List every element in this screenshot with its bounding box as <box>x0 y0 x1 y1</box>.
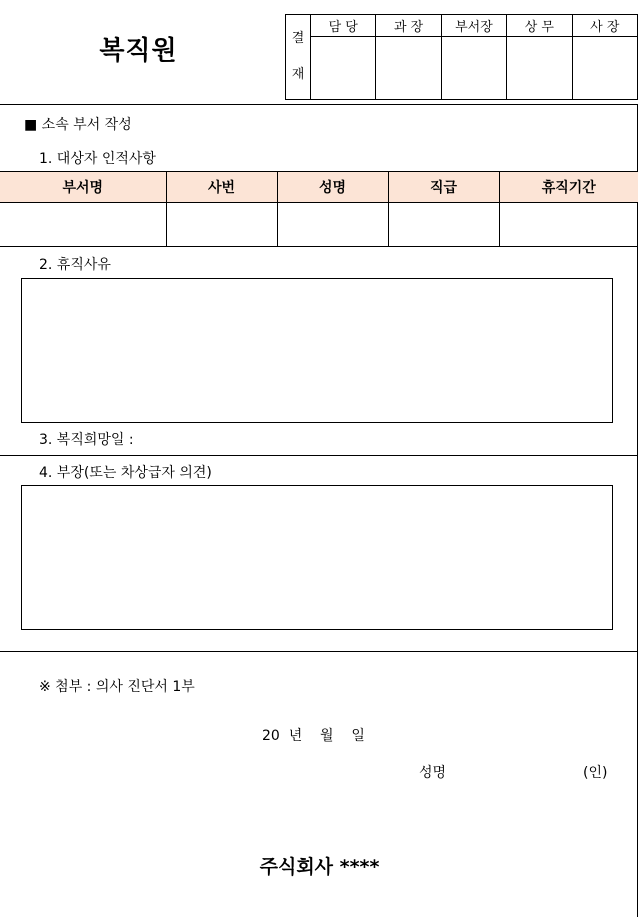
approval-sign-department-head[interactable] <box>441 37 506 100</box>
divider <box>0 651 638 652</box>
section2-title: 2. 휴직사유 <box>39 257 111 273</box>
attachment-note: ※ 첨부 : 의사 진단서 1부 <box>39 679 195 695</box>
section3-title: 3. 복직희망일 : <box>39 432 134 448</box>
approval-header-president: 사 장 <box>572 15 637 37</box>
approval-label <box>286 15 311 100</box>
approval-label-top: 결 <box>291 31 305 46</box>
approval-header-managing-director: 상 무 <box>507 15 572 37</box>
approval-label-bottom: 재 <box>291 67 305 82</box>
employee-id-cell[interactable] <box>166 203 277 247</box>
column-header-department: 부서명 <box>0 172 166 203</box>
approval-sign-staff[interactable] <box>311 37 376 100</box>
approval-table <box>285 14 638 100</box>
leave-period-cell[interactable] <box>499 203 638 247</box>
manager-opinion-box[interactable] <box>21 485 613 630</box>
approval-sign-president[interactable] <box>572 37 637 100</box>
column-header-leave-period: 휴직기간 <box>499 172 638 203</box>
column-header-employee-id: 사번 <box>166 172 277 203</box>
document-title: 복직원 <box>99 36 178 66</box>
signature-name-label: 성명 <box>419 765 447 781</box>
column-header-position: 직급 <box>388 172 499 203</box>
approval-header-section-chief: 과 장 <box>376 15 441 37</box>
signature-seal: (인) <box>583 765 608 781</box>
department-cell[interactable] <box>0 203 166 247</box>
divider <box>0 455 638 456</box>
name-cell[interactable] <box>277 203 388 247</box>
approval-sign-section-chief[interactable] <box>376 37 441 100</box>
column-header-name: 성명 <box>277 172 388 203</box>
table-row <box>0 203 638 247</box>
personal-info-table <box>0 171 638 247</box>
leave-reason-box[interactable] <box>21 278 613 423</box>
position-cell[interactable] <box>388 203 499 247</box>
company-name: 주식회사 **** <box>259 856 380 878</box>
section1-title: 1. 대상자 인적사항 <box>39 151 156 167</box>
section-header: ■ 소속 부서 작성 <box>24 117 132 133</box>
date-line: 20 년 월 일 <box>262 728 365 744</box>
approval-sign-managing-director[interactable] <box>507 37 572 100</box>
approval-header-department-head: 부서장 <box>441 15 506 37</box>
approval-header-staff: 담 당 <box>311 15 376 37</box>
section4-title: 4. 부장(또는 차상급자 의견) <box>39 465 212 481</box>
